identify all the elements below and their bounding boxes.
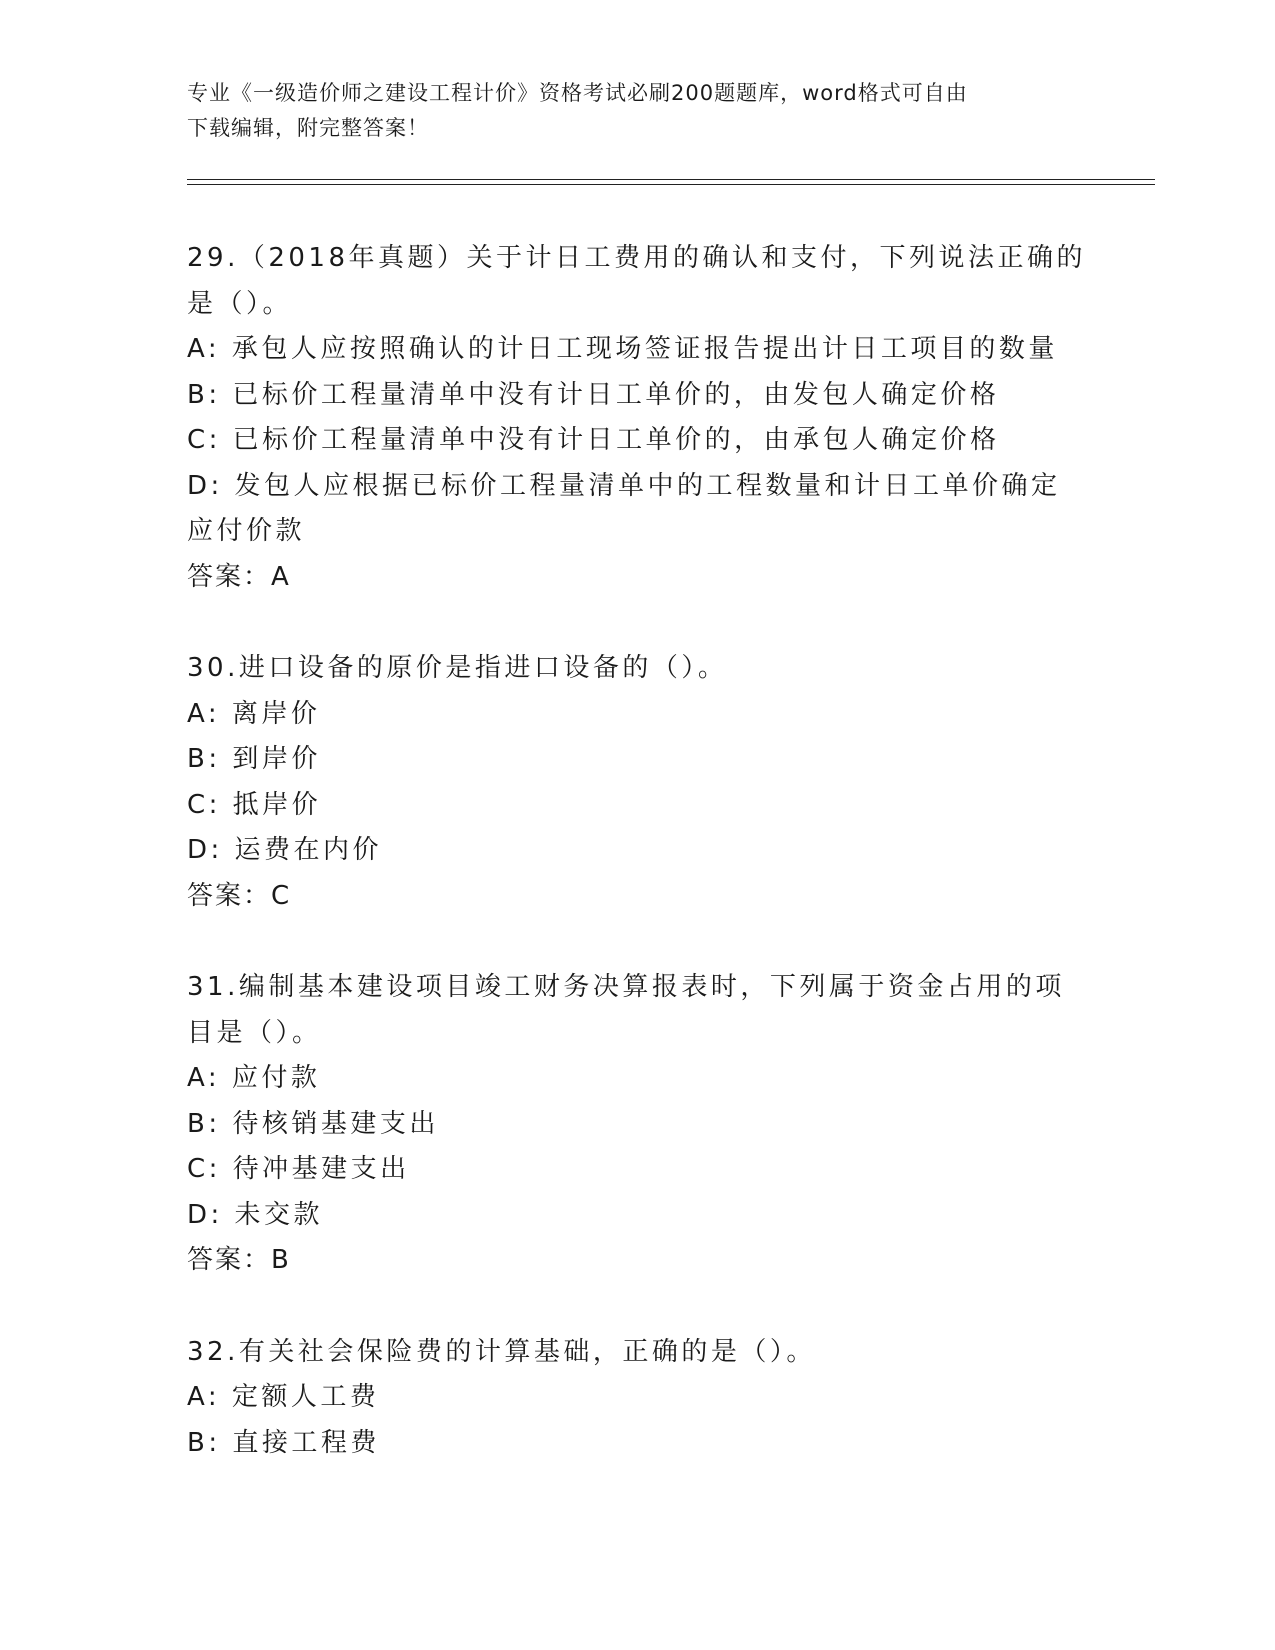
header-rule-top — [187, 179, 1155, 180]
option-b: B: 已标价工程量清单中没有计日工单价的，由发包人确定价格 — [187, 379, 1000, 410]
option-c: C: 已标价工程量清单中没有计日工单价的，由承包人确定价格 — [187, 425, 1000, 455]
question-stem: 29.（2018年真题）关于计日工费用的确认和支付，下列说法正确的是（）。 — [187, 243, 1087, 319]
header-rule-bottom — [187, 184, 1155, 185]
question-29 — [187, 236, 1087, 600]
answer: 答案：B — [187, 1245, 291, 1275]
question-32 — [187, 1330, 1087, 1467]
option-a: A: 承包人应按照确认的计日工现场签证报告提出计日工项目的数量 — [187, 334, 1058, 364]
question-stem: 31.编制基本建设项目竣工财务决算报表时，下列属于资金占用的项目是（）。 — [187, 972, 1065, 1048]
answer: 答案：C — [187, 880, 292, 911]
question-31 — [187, 965, 1087, 1284]
option-b: B: 待核销基建支出 — [187, 1108, 439, 1139]
question-stem: 30.进口设备的原价是指进口设备的（）。 — [187, 653, 728, 683]
option-d: D: 发包人应根据已标价工程量清单中的工程数量和计日工单价确定应付价款 — [187, 470, 1061, 546]
option-c: C: 待冲基建支出 — [187, 1154, 410, 1184]
answer: 答案：A — [187, 561, 291, 592]
header-line-2: 下载编辑，附完整答案！ — [187, 116, 429, 140]
question-30 — [187, 646, 1087, 919]
option-b: B: 到岸价 — [187, 744, 321, 774]
option-a: A: 离岸价 — [187, 698, 321, 729]
option-d: D: 未交款 — [187, 1199, 324, 1230]
option-c: C: 抵岸价 — [187, 789, 322, 820]
option-a: A: 定额人工费 — [187, 1382, 380, 1412]
question-stem: 32.有关社会保险费的计算基础，正确的是（）。 — [187, 1336, 816, 1367]
option-b: B: 直接工程费 — [187, 1427, 380, 1458]
question-list — [187, 236, 1087, 1466]
option-d: D: 运费在内价 — [187, 835, 383, 865]
document-header — [187, 76, 1067, 146]
option-a: A: 应付款 — [187, 1063, 321, 1093]
header-line-1: 专业《一级造价师之建设工程计价》资格考试必刷200题题库，word格式可自由 — [187, 81, 968, 105]
